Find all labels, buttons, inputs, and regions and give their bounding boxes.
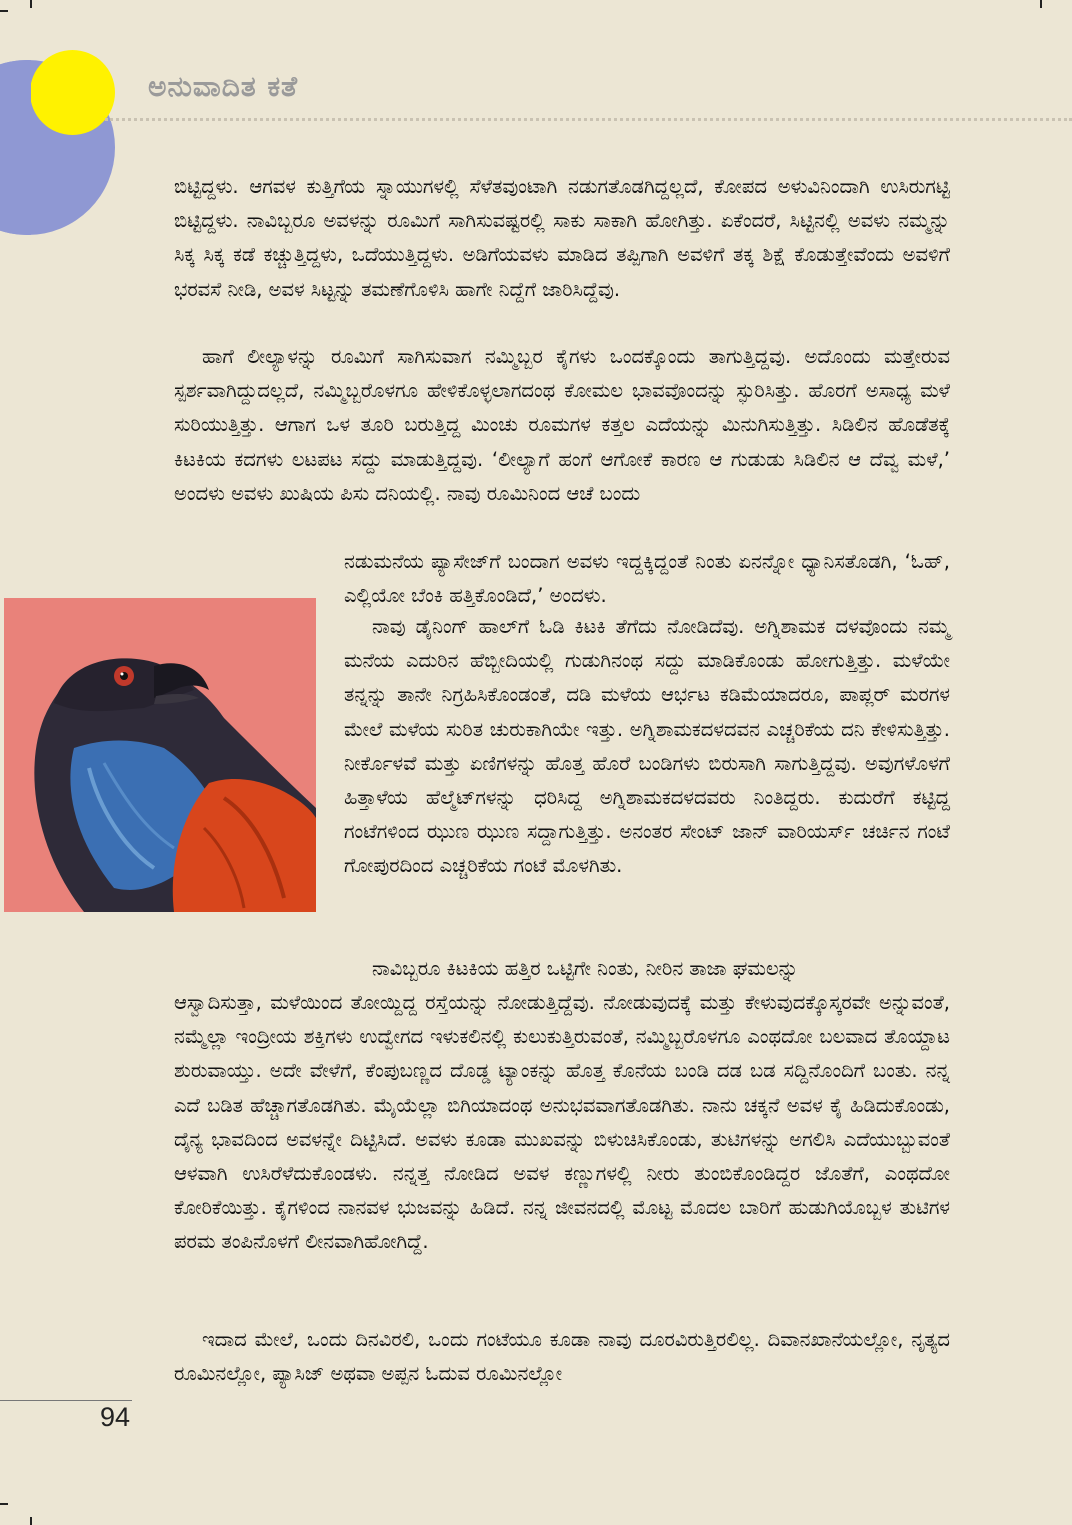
crop-mark (30, 0, 32, 8)
crop-mark (0, 10, 8, 12)
header-circle-yellow (30, 50, 115, 135)
crop-mark (30, 1517, 32, 1525)
section-title: ಅನುವಾದಿತ ಕತೆ (148, 70, 299, 103)
paragraph-4-start: ನಾವಿಬ್ಬರೂ ಕಿಟಕಿಯ ಹತ್ತಿರ ಒಟ್ಟಿಗೇ ನಿಂತು, ನೀರಿನ ತಾಜಾ ಘಮಲನ್ನು (372, 957, 799, 980)
paragraph-2-continued: ನಡುಮನೆಯ ಪ್ಯಾಸೇಜ್‌ಗೆ ಬಂದಾಗ ಅವಳು ಇದ್ದಕ್ಕಿದ್ದಂತೆ ನಿಂತು ಏನನ್ನೋ ಧ್ಯಾನಿಸತೊಡಗಿ, ‘ಓಹ್, ಎಲ್ಲಿಯೋ ಬೆಂಕಿ ಹತ್ತಿಕೊಂಡಿದೆ,’ ಅಂದಳು. (344, 550, 950, 608)
paragraph-3: ನಾವು ಡೈನಿಂಗ್ ಹಾಲ್‌ಗೆ ಓಡಿ ಕಿಟಕಿ ತೆಗೆದು ನೋಡಿದೆವು. ಅಗ್ನಿಶಾಮಕ ದಳವೊಂದು ನಮ್ಮ ಮನೆಯ ಎದುರಿನ ಹೆಬ್ಬೀದಿಯಲ್ಲಿ ಗುಡುಗಿನಂಥ ಸದ್ದು ಮಾಡಿಕೊಂಡು ಹೋಗುತ್ತಿತ್ತು. ಮಳೆಯೇ ತನ್ನನ್ನು ತಾನೇ ನಿಗ್ರಹಿಸಿಕೊಂಡಂತೆ, ದಡಿ ಮಳೆಯ ಆರ್ಭಟ ಕಡಿಮೆಯಾದರೂ, ಪಾಪ್ಲರ್ ಮರಗಳ ಮೇಲೆ ಮಳೆಯ ಸುರಿತ ಚುರುಕಾಗಿಯೇ ಇತ್ತು. ಅಗ್ನಿಶಾಮಕದಳದವನ ಎಚ್ಚರಿಕೆಯ ದನಿ ಕೇಳಿಸುತ್ತಿತ್ತು. ನೀರ್ಕೊಳವೆ ಮತ್ತು ಏಣಿಗಳನ್ನು ಹೊತ್ತ ಹೊರೆ ಬಂಡಿಗಳು ಬಿರುಸಾಗಿ ಸಾಗುತ್ತಿದ್ದವು. ಅವುಗಳೊಳಗೆ ಹಿತ್ತಾಳೆಯ ಹೆಲ್ಮೆಟ್‌ಗಳನ್ನು ಧರಿಸಿದ್ದ ಅಗ್ನಿಶಾಮಕದಳದವರು ನಿಂತಿದ್ದರು. ಕುದುರೆಗೆ ಕಟ್ಟಿದ್ದ ಗಂಟೆಗಳಿಂದ ಝುಣ ಝುಣ ಸದ್ದಾಗುತ್ತಿತ್ತು. ಅನಂತರ ಸೇಂಟ್ ಜಾನ್ ವಾರಿಯರ್ಸ್ ಚರ್ಚಿನ ಗಂಟೆ ಗೋಪುರದಿಂದ ಎಚ್ಚರಿಕೆಯ ಗಂಟೆ ಮೊಳಗಿತು. (344, 615, 950, 878)
paragraph-2: ಹಾಗೆ ಲೀಲ್ಯಾಳನ್ನು ರೂಮಿಗೆ ಸಾಗಿಸುವಾಗ ನಮ್ಮಿಬ್ಬರ ಕೈಗಳು ಒಂದಕ್ಕೊಂದು ತಾಗುತ್ತಿದ್ದವು. ಅದೊಂದು ಮತ್ತೇರುವ ಸ್ಪರ್ಶವಾಗಿದ್ದುದಲ್ಲದೆ, ನಮ್ಮಿಬ್ಬರೊಳಗೂ ಹೇಳಿಕೊಳ್ಳಲಾಗದಂಥ ಕೋಮಲ ಭಾವವೊಂದನ್ನು ಸ್ಫುರಿಸಿತ್ತು. ಹೊರಗೆ ಅಸಾಧ್ಯ ಮಳೆ ಸುರಿಯುತ್ತಿತ್ತು. ಆಗಾಗ ಒಳ ತೂರಿ ಬರುತ್ತಿದ್ದ ಮಿಂಚು ರೂಮಗಳ ಕತ್ತಲ ಎದೆಯನ್ನು ಮಿನುಗಿಸುತ್ತಿತ್ತು. ಸಿಡಿಲಿನ ಹೊಡೆತಕ್ಕೆ ಕಿಟಕಿಯ ಕದಗಳು ಲಟಪಟ ಸದ್ದು ಮಾಡುತ್ತಿದ್ದವು. ‘ಲೀಲ್ಯಾಗೆ ಹಂಗೆ ಆಗೋಕೆ ಕಾರಣ ಆ ಗುಡುಡು ಸಿಡಿಲಿನ ಆ ದೆವ್ವ ಮಳೆ,’ ಅಂದಳು ಅವಳು ಖುಷಿಯ ಪಿಸು ದನಿಯಲ್ಲಿ. ನಾವು ರೂಮಿನಿಂದ ಆಚೆ ಬಂದು (174, 345, 950, 505)
page-number: 94 (100, 1402, 131, 1432)
crop-mark (0, 1503, 8, 1505)
footer-rule (0, 1400, 132, 1401)
bird-illustration (4, 598, 316, 912)
paragraph-4: ಆಸ್ವಾದಿಸುತ್ತಾ, ಮಳೆಯಿಂದ ತೋಯ್ದಿದ್ದ ರಸ್ತೆಯನ್ನು ನೋಡುತ್ತಿದ್ದೆವು. ನೋಡುವುದಕ್ಕೆ ಮತ್ತು ಕೇಳುವುದಕ್ಕೊಸ್ಕರವೇ ಅನ್ನುವಂತೆ, ನಮ್ಮೆಲ್ಲಾ ಇಂದ್ರೀಯ ಶಕ್ತಿಗಳು ಉದ್ವೇಗದ ಇಳುಕಲಿನಲ್ಲಿ ಕುಲುಕುತ್ತಿರುವಂತೆ, ನಮ್ಮಿಬ್ಬರೊಳಗೂ ಎಂಥದೋ ಬಲವಾದ ತೊಯ್ದಾಟ ಶುರುವಾಯ್ತು. ಅದೇ ವೇಳೆಗೆ, ಕೆಂಪುಬಣ್ಣದ ದೊಡ್ಡ ಟ್ಯಾಂಕನ್ನು ಹೊತ್ತ ಕೊನೆಯ ಬಂಡಿ ದಡ ಬಡ ಸದ್ದಿನೊಂದಿಗೆ ಬಂತು. ನನ್ನ ಎದೆ ಬಡಿತ ಹೆಚ್ಚಾಗತೊಡಗಿತು. ಮೈಯೆಲ್ಲಾ ಬಿಗಿಯಾದಂಥ ಅನುಭವವಾಗತೊಡಗಿತು. ನಾನು ಚಕ್ಕನೆ ಅವಳ ಕೈ ಹಿಡಿದುಕೊಂಡು, ದೈನ್ಯ ಭಾವದಿಂದ ಅವಳನ್ನೇ ದಿಟ್ಟಿಸಿದೆ. ಅವಳು ಕೂಡಾ ಮುಖವನ್ನು ಬಿಳುಚಿಸಿಕೊಂಡು, ತುಟಿಗಳನ್ನು ಅಗಲಿಸಿ ಎದೆಯುಬ್ಬುವಂತೆ ಆಳವಾಗಿ ಉಸಿರೆಳೆದುಕೊಂಡಳು. ನನ್ನತ್ತ ನೋಡಿದ ಅವಳ ಕಣ್ಣುಗಳಲ್ಲಿ ನೀರು ತುಂಬಿಕೊಂಡಿದ್ದರ ಜೊತೆಗೆ, ಎಂಥದೋ ಕೋರಿಕೆಯಿತ್ತು. ಕೈಗಳಿಂದ ನಾನವಳ ಭುಜವನ್ನು ಹಿಡಿದೆ. ನನ್ನ ಜೀವನದಲ್ಲಿ ಮೊಟ್ಟ ಮೊದಲ ಬಾರಿಗೆ ಹುಡುಗಿಯೊಬ್ಬಳ ತುಟಿಗಳ ಪರಮ ತಂಪಿನೊಳಗೆ ಲೀನವಾಗಿಹೋಗಿದ್ದೆ. (174, 991, 950, 1254)
header-dotted-rule (105, 118, 1072, 121)
paragraph-1: ಬಿಟ್ಟಿದ್ದಳು. ಆಗವಳ ಕುತ್ತಿಗೆಯ ಸ್ನಾಯುಗಳಲ್ಲಿ ಸೆಳೆತವುಂಟಾಗಿ ನಡುಗತೊಡಗಿದ್ದಲ್ಲದೆ, ಕೋಪದ ಅಳುವಿನಿಂದಾಗಿ ಉಸಿರುಗಟ್ಟಿ ಬಿಟ್ಟಿದ್ದಳು. ನಾವಿಬ್ಬರೂ ಅವಳನ್ನು ರೂಮಿಗೆ ಸಾಗಿಸುವಷ್ಟರಲ್ಲಿ ಸಾಕು ಸಾಕಾಗಿ ಹೋಗಿತ್ತು. ಏಕೆಂದರೆ, ಸಿಟ್ಟಿನಲ್ಲಿ ಅವಳು ನಮ್ಮನ್ನು ಸಿಕ್ಕ ಸಿಕ್ಕ ಕಡೆ ಕಚ್ಚುತ್ತಿದ್ದಳು, ಒದೆಯುತ್ತಿದ್ದಳು. ಅಡಿಗೆಯವಳು ಮಾಡಿದ ತಪ್ಪಿಗಾಗಿ ಅವಳಿಗೆ ತಕ್ಕ ಶಿಕ್ಷೆ ಕೊಡುತ್ತೇವೆಂದು ಅವಳಿಗೆ ಭರವಸೆ ನೀಡಿ, ಅವಳ ಸಿಟ್ಟನ್ನು ತಮಣೆಗೊಳಿಸಿ ಹಾಗೇ ನಿದ್ದೆಗೆ ಜಾರಿಸಿದ್ದೆವು. (174, 175, 950, 301)
bird-icon (4, 598, 316, 912)
paragraph-5: ಇದಾದ ಮೇಲೆ, ಒಂದು ದಿನವಿರಲಿ, ಒಂದು ಗಂಟೆಯೂ ಕೂಡಾ ನಾವು ದೂರವಿರುತ್ತಿರಲಿಲ್ಲ. ದಿವಾನಖಾನೆಯಲ್ಲೋ, ನೃತ್ಯದ ರೂಮಿನಲ್ಲೋ, ಪ್ಯಾಸಿಜ್ ಅಥವಾ ಅಪ್ಪನ ಓದುವ ರೂಮಿನಲ್ಲೋ (174, 1328, 950, 1386)
crop-mark (1040, 0, 1042, 8)
